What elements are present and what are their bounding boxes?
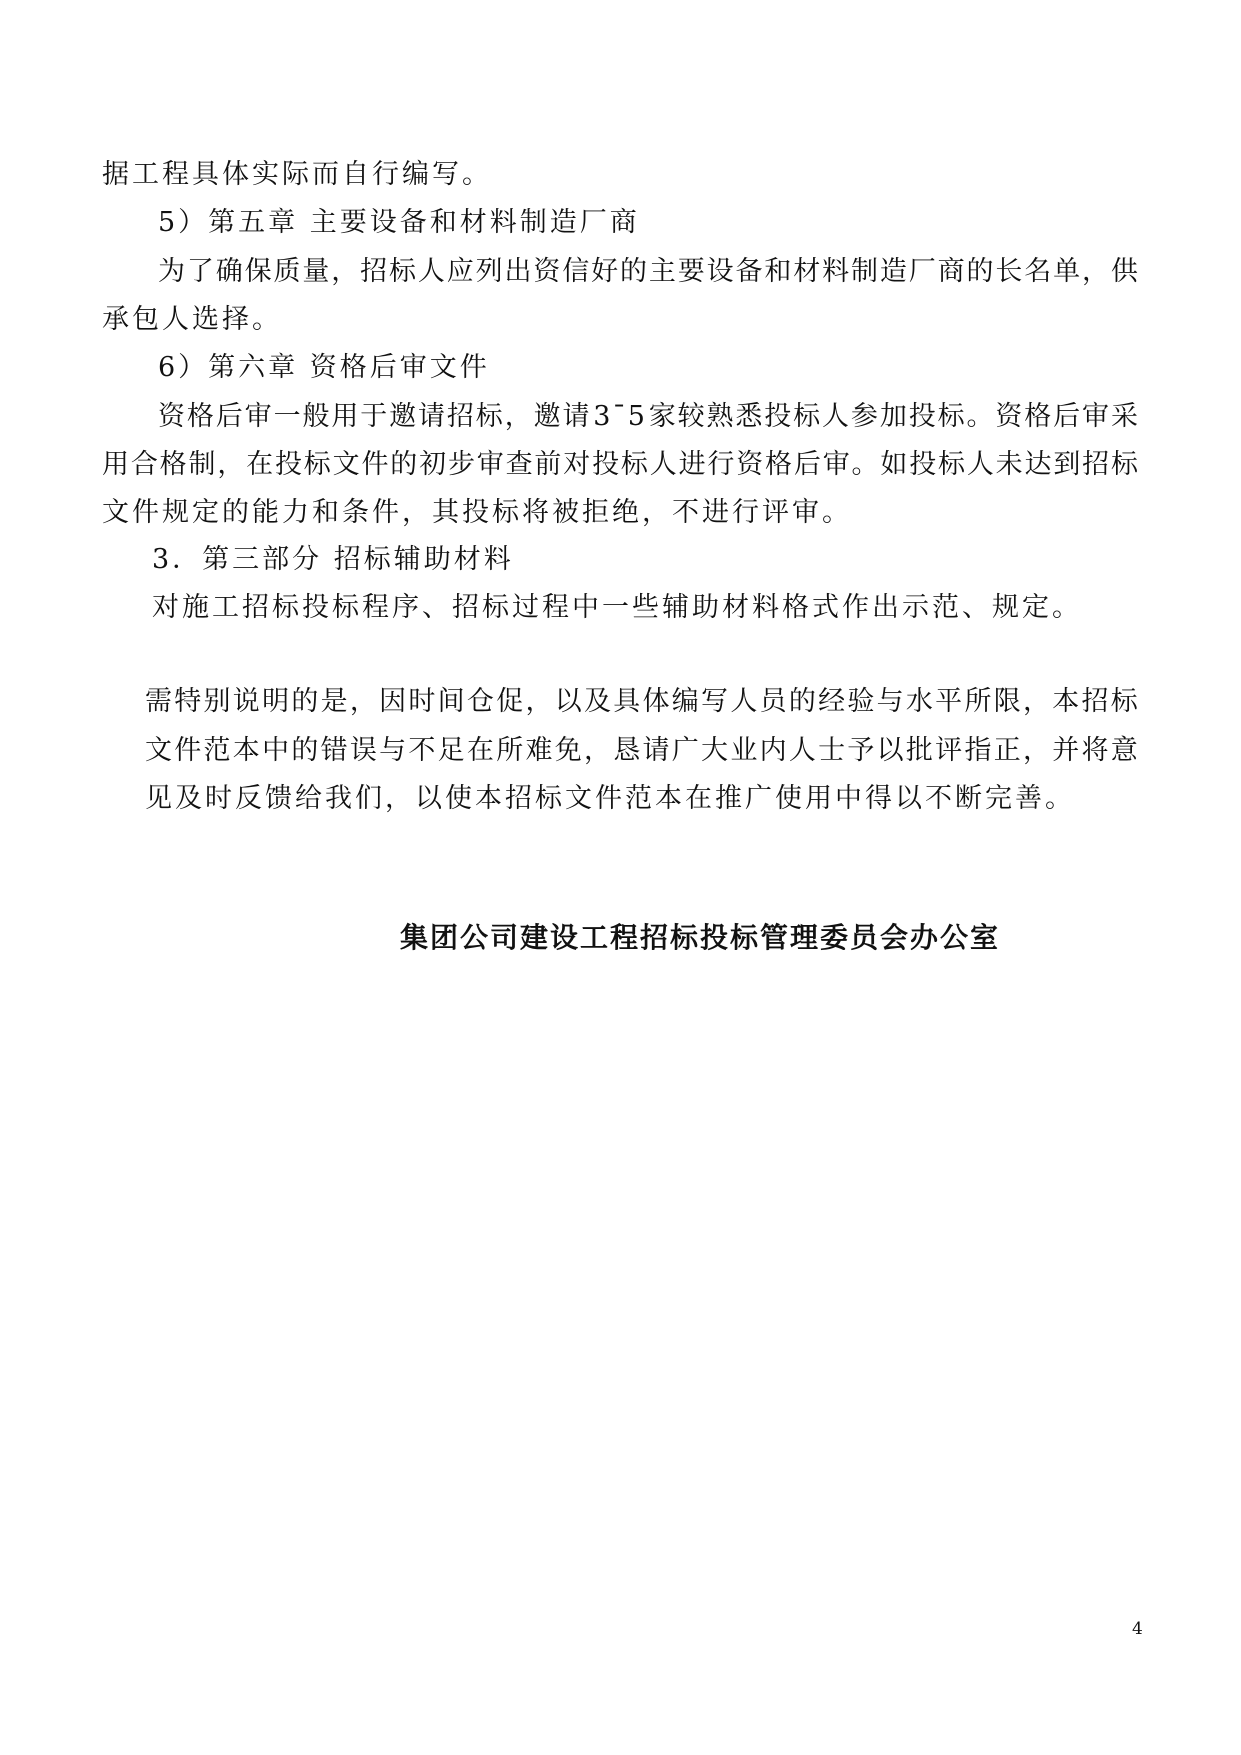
signature-office-name: 集团公司建设工程招标投标管理委员会办公室 bbox=[400, 921, 1001, 954]
paragraph-line: 据工程具体实际而自行编写。 bbox=[102, 159, 492, 190]
paragraph-line: 见及时反馈给我们，以使本招标文件范本在推广使用中得以不断完善。 bbox=[145, 783, 1075, 814]
paragraph-line: 文件规定的能力和条件，其投标将被拒绝，不进行评审。 bbox=[102, 497, 852, 528]
page-number: 4 bbox=[1132, 1619, 1143, 1639]
paragraph-line: 承包人选择。 bbox=[102, 304, 282, 335]
paragraph-line: 资 格 后 审 一 般 用 于 邀 请 招 标 ， 邀 请 3 ¯ 5 家 较 熟 悉 投 标 人 参 加 投 标 。 资 格 后 审 采 bbox=[158, 401, 1138, 432]
paragraph-line: 为 了 确 保 质 量 ， 招 标 人 应 列 出 资 信 好 的 主 要 设 备 和 材 料 制 造 厂 商 的 长 名 单 ， 供 bbox=[158, 256, 1138, 287]
section-heading: 3．第三部分 招标辅助材料 bbox=[152, 544, 514, 575]
section-heading: 5）第五章 主要设备和材料制造厂商 bbox=[158, 207, 640, 238]
paragraph-line: 需 特 别 说 明 的 是 ， 因 时 间 仓 促 ， 以 及 具 体 编 写 人 员 的 经 验 与 水 平 所 限 ， 本 招 标 bbox=[145, 686, 1138, 717]
section-heading: 6）第六章 资格后审文件 bbox=[158, 352, 490, 383]
paragraph-line: 用 合 格 制 ， 在 投 标 文 件 的 初 步 审 查 前 对 投 标 人 进 行 资 格 后 审 。 如 投 标 人 未 达 到 招 标 bbox=[102, 449, 1138, 480]
paragraph-line: 对施工招标投标程序、招标过程中一些辅助材料格式作出示范、规定。 bbox=[152, 592, 1082, 623]
paragraph-line: 文 件 范 本 中 的 错 误 与 不 足 在 所 难 免 ， 恳 请 广 大 业 内 人 士 予 以 批 评 指 正 ， 并 将 意 bbox=[145, 735, 1138, 766]
